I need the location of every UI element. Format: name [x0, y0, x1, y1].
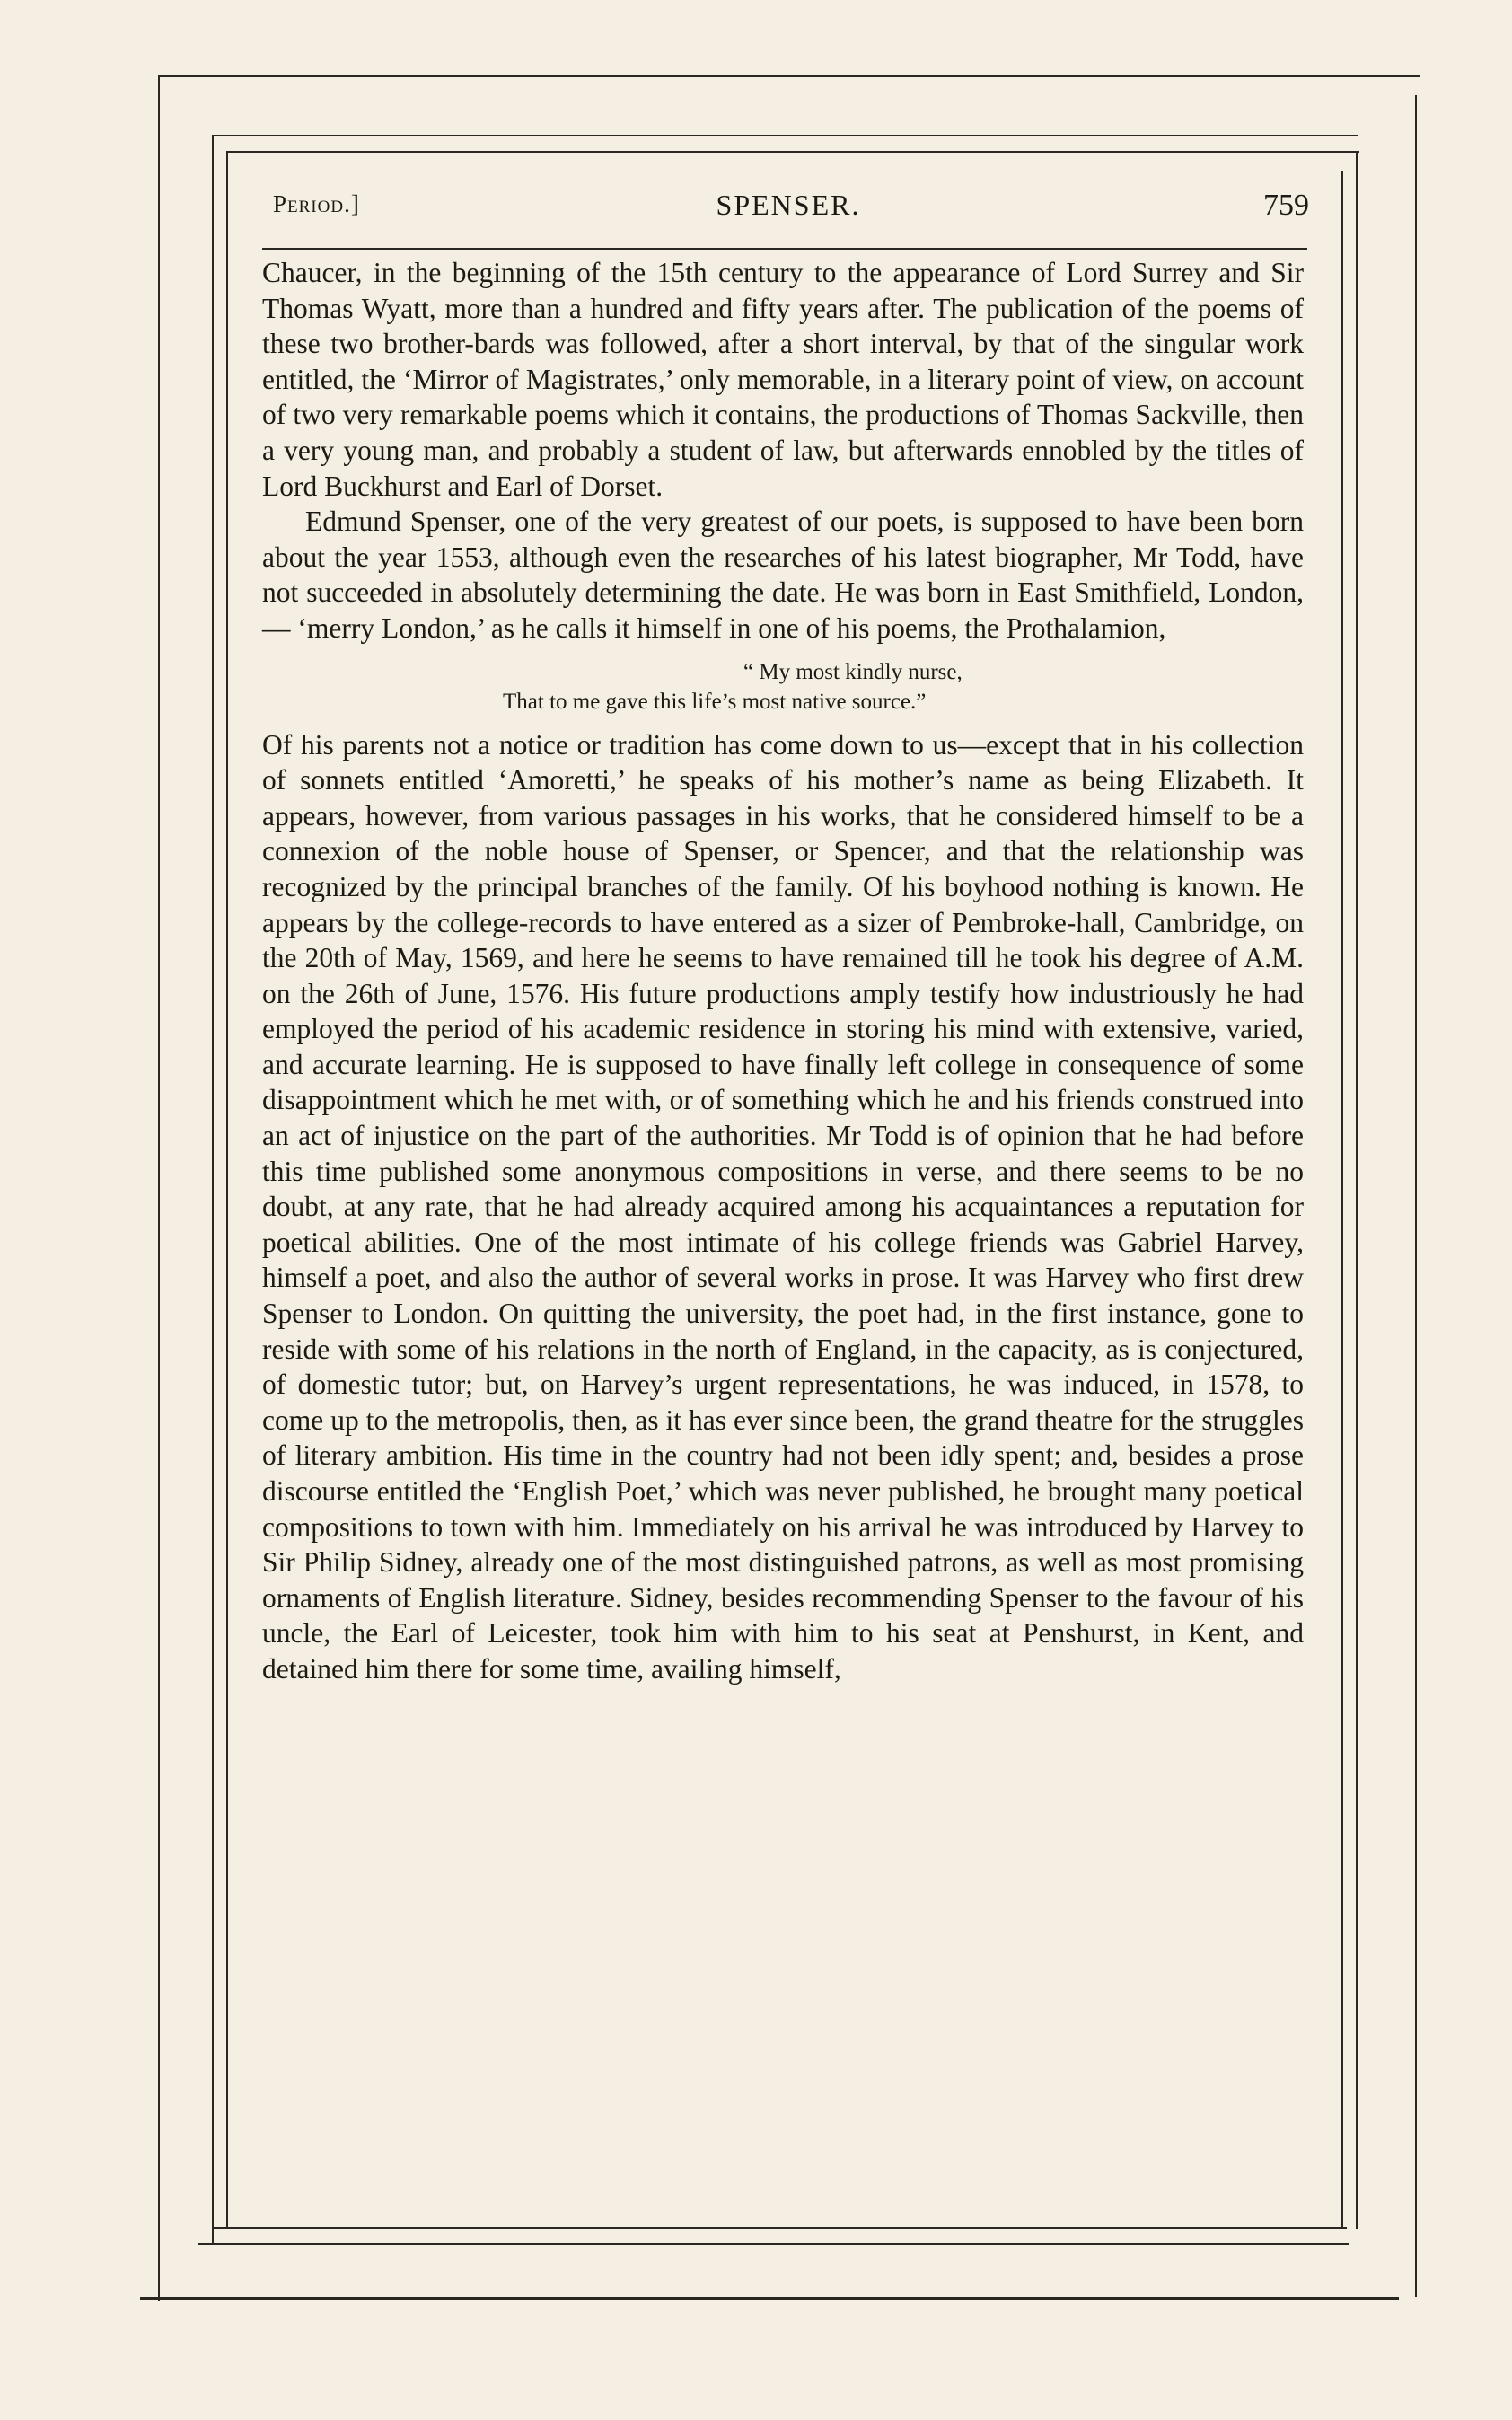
- frame-inner-top: [212, 135, 1358, 136]
- quotation-line-1: “ My most kindly nurse,: [743, 659, 963, 684]
- paragraph-chaucer: Chaucer, in the beginning of the 15th century to the appearance of Lord Surrey and Sir Thomas Wyatt, more than a hundred and fifty years after. The publication of the poems of these two brother-bards was followed, after a short interval, by that of the singular work entitled, the ‘Mirror of Magistrates,’ only memorable, in a literary point of view, on account of two very remarkable poems which it contains, the productions of Thomas Sackville, then a very young man, and probably a student of law, but afterwards ennobled by the titles of Lord Buckhurst and Earl of Dorset.: [262, 257, 1304, 502]
- frame-inner-top-2: [226, 151, 1359, 153]
- frame-outer-right: [1415, 95, 1417, 2297]
- frame-inner-right: [1356, 153, 1358, 2229]
- frame-outer-top: [158, 75, 1420, 77]
- frame-outer-left: [158, 75, 160, 2301]
- frame-inner-bottom: [198, 2243, 1349, 2245]
- header-rule: [262, 248, 1307, 250]
- page-title: SPENSER.: [716, 189, 861, 221]
- body-text: [262, 255, 1304, 1687]
- paragraph-parents: Of his parents not a notice or tradition has come down to us—except that in his collection of sonnets entitled ‘Amoretti,’ he speaks of his mother’s name as being Elizabeth. It appears, however, from various passages in his works, that he considered himself to be a connexion of the noble house of Spenser, or Spencer, and that the relationship was recognized by the principal branches of the family. Of his boyhood nothing is known. He appears by the college-records to have entered as a sizer of Pembroke-hall, Cambridge, on the 20th of May, 1569, and here he seems to have remained till he took his degree of A.M. on the 26th of June, 1576. His future productions amply testify how industriously he had employed the period of his academic residence in storing his mind with extensive, varied, and accurate learning. He is supposed to have finally left college in consequence of some disappointment which he met with, or of something which he and his friends construed into an act of injustice on the part of the authorities. Mr Todd is of opinion that he had before this time published some anonymous compositions in verse, and there seems to be no doubt, at any rate, that he had already acquired among his acquaintances a reputation for poetical abilities. One of the most intimate of his college friends was Gabriel Harvey, himself a poet, and also the author of several works in prose. It was Harvey who first drew Spenser to London. On quitting the university, the poet had, in the first instance, gone to reside with some of his relations in the north of England, in the capacity, as is conjectured, of domestic tutor; but, on Harvey’s urgent representations, he was induced, in 1578, to come up to the metropolis, then, as it has ever since been, the grand theatre for the struggles of literary ambition. His time in the country had not been idly spent; and, besides a prose discourse entitled the ‘English Poet,’ which was never published, he brought many poetical compositions to town with him. Immediately on his arrival he was introduced by Harvey to Sir Philip Sidney, already one of the most distinguished patrons, as well as most promising ornaments of English literature. Sidney, besides recommending Spenser to the favour of his uncle, the Earl of Leicester, took him with him to his seat at Penshurst, in Kent, and detained him there for some time, availing himself,: [262, 728, 1304, 1685]
- paragraph-spenser-birth: Edmund Spenser, one of the very greatest of our poets, is supposed to have been born about the year 1553, although even the researches of his latest biographer, Mr Todd, have not succeeded in absolutely determining the date. He was born in East Smithfield, London,— ‘merry London,’ as he calls it himself in one of his poems, the Prothalamion,: [262, 506, 1304, 644]
- frame-inner-bottom-2: [212, 2227, 1347, 2229]
- page-number: 759: [1263, 189, 1309, 222]
- frame-inner-left-2: [226, 151, 228, 2229]
- running-header: [266, 187, 1311, 241]
- frame-inner-left: [212, 135, 214, 2245]
- section-label: Period.]: [273, 190, 360, 217]
- quotation: [262, 657, 1304, 717]
- frame-inner-right-2: [1341, 171, 1343, 2227]
- frame-outer-bottom: [140, 2297, 1399, 2300]
- quotation-line-2: That to me gave this life’s most native source.”: [503, 689, 927, 714]
